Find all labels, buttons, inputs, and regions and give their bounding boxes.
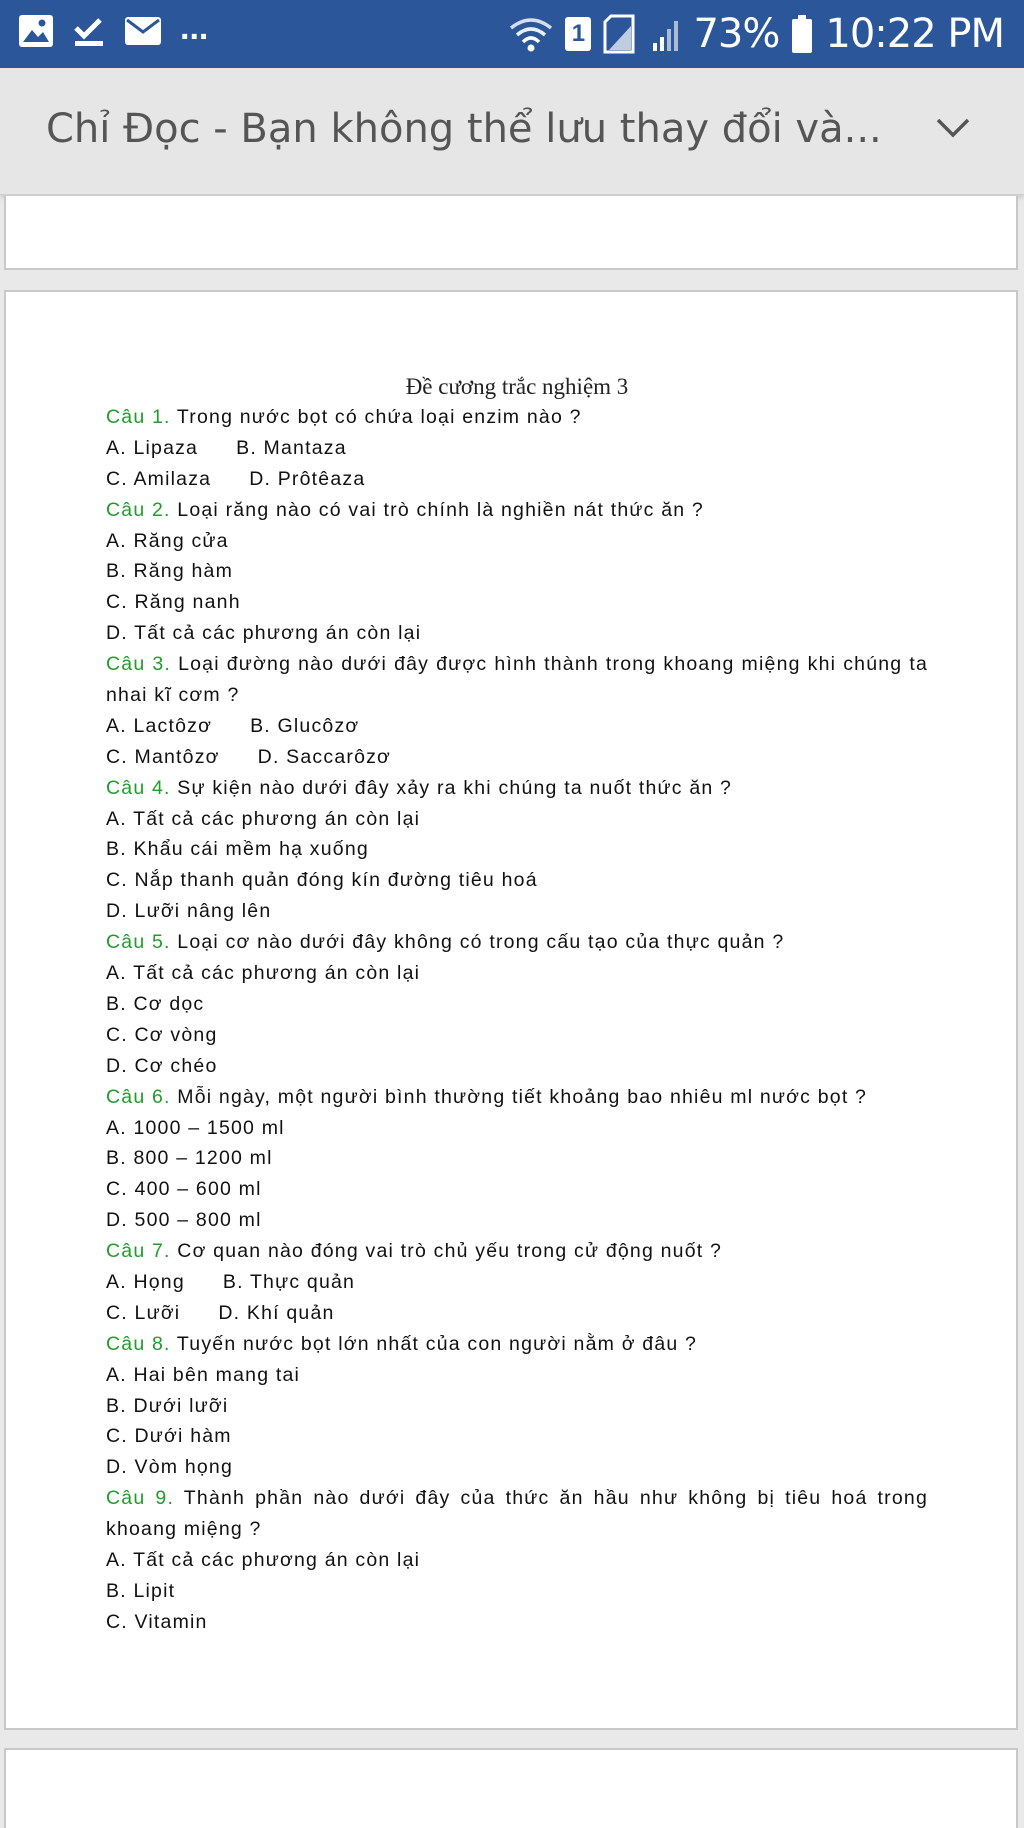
signal-icon	[651, 17, 681, 51]
previous-page	[4, 196, 1018, 270]
answer-option: B. Thực quản	[222, 1270, 356, 1293]
question-label: Câu 1.	[106, 406, 171, 428]
answer-option: B. Lipit	[106, 1579, 176, 1602]
read-only-banner-text: Chỉ Đọc - Bạn không thể lưu thay đổi và...	[46, 106, 882, 152]
question-text: Loại cơ nào dưới đây không có trong cấu tạo của thực quản ?	[177, 931, 785, 954]
question-label: Câu 9.	[106, 1487, 175, 1510]
answer-option: A. 1000 – 1500 ml	[106, 1116, 285, 1139]
option-row	[106, 1298, 928, 1329]
answer-option: A. Họng	[106, 1270, 185, 1293]
answer-option: C. Mantôzơ	[106, 745, 220, 768]
answer-option: C. 400 – 600 ml	[106, 1178, 262, 1201]
answer-option: B. Dưới lưỡi	[106, 1394, 229, 1417]
answer-option: A. Hai bên mang tai	[106, 1363, 301, 1386]
question-3	[106, 649, 928, 711]
answer-option: C. Nắp thanh quản đóng kín đường tiêu hoá	[106, 869, 538, 892]
question-8	[106, 1329, 928, 1360]
answer-option: A. Lipaza	[106, 436, 199, 459]
answer-option: C. Dưới hàm	[106, 1425, 232, 1448]
option-row	[106, 433, 928, 464]
question-2	[106, 495, 928, 526]
answer-option: D. 500 – 800 ml	[106, 1209, 262, 1232]
question-text: Tuyến nước bọt lớn nhất của con người nằm ở đâu ?	[176, 1332, 698, 1355]
answer-option: A. Lactôzơ	[106, 714, 213, 737]
answer-option: D. Khí quản	[218, 1301, 335, 1324]
battery-percent: 73%	[693, 11, 780, 57]
question-text: Cơ quan nào đóng vai trò chủ yếu trong cử động nuốt ?	[177, 1240, 723, 1263]
answer-option: D. Saccarôzơ	[257, 745, 392, 768]
next-page	[4, 1748, 1018, 1828]
gallery-icon	[18, 14, 54, 48]
question-text: Sự kiện nào dưới đây xảy ra khi chúng ta nuốt thức ăn ?	[177, 776, 733, 799]
question-label: Câu 5.	[106, 931, 171, 954]
answer-option: C. Cơ vòng	[106, 1023, 218, 1046]
answer-option: B. Khẩu cái mềm hạ xuống	[106, 838, 369, 861]
answer-option: C. Amilaza	[106, 467, 212, 490]
question-label: Câu 4.	[106, 776, 171, 799]
document-page	[4, 290, 1018, 1730]
question-label: Câu 2.	[106, 498, 171, 521]
question-4	[106, 773, 928, 804]
question-text: Loại răng nào có vai trò chính là nghiền nát thức ăn ?	[177, 498, 704, 521]
question-5	[106, 927, 928, 958]
answer-option: B. 800 – 1200 ml	[106, 1147, 273, 1170]
system-status-icons	[509, 0, 1004, 68]
answer-option: A. Tất cả các phương án còn lại	[106, 807, 421, 830]
answer-option: B. Mantaza	[236, 436, 347, 459]
question-text: Mỗi ngày, một người bình thường tiết khoảng bao nhiêu ml nước bọt ?	[177, 1085, 868, 1108]
task-done-icon	[72, 14, 106, 48]
answer-option: D. Prôtêaza	[249, 467, 366, 490]
notification-icons	[18, 8, 209, 48]
answer-option: C. Vitamin	[106, 1610, 208, 1633]
answer-option: B. Cơ dọc	[106, 992, 205, 1015]
sim-badge: 1	[565, 17, 591, 51]
answer-option: C. Lưỡi	[106, 1301, 181, 1324]
question-label: Câu 7.	[106, 1240, 171, 1263]
answer-option: A. Răng cửa	[106, 529, 229, 552]
option-row	[106, 742, 928, 773]
question-label: Câu 3.	[106, 653, 172, 676]
sim-icon	[603, 14, 639, 54]
answer-option: B. Răng hàm	[106, 560, 234, 583]
question-text: Loại đường nào dưới đây được hình thành trong khoang miệng khi chúng ta nhai kĩ cơm ?	[106, 653, 929, 707]
document-body	[106, 372, 928, 1638]
mail-icon	[124, 15, 162, 47]
answer-option: A. Tất cả các phương án còn lại	[106, 1548, 421, 1571]
option-row	[106, 464, 928, 495]
question-label: Câu 8.	[106, 1332, 171, 1355]
status-bar	[0, 0, 1024, 68]
question-6	[106, 1082, 928, 1113]
question-9	[106, 1483, 928, 1545]
answer-option: D. Cơ chéo	[106, 1054, 218, 1077]
more-notifications-indicator: ...	[180, 8, 209, 47]
answer-option: B. Glucôzơ	[250, 714, 360, 737]
option-row	[106, 711, 928, 742]
clock: 10:22 PM	[825, 11, 1004, 57]
question-1	[106, 402, 928, 433]
wifi-icon	[509, 16, 553, 52]
question-text: Trong nước bọt có chứa loại enzim nào ?	[176, 406, 582, 428]
option-row	[106, 1267, 928, 1298]
question-label: Câu 6.	[106, 1085, 171, 1108]
chevron-down-icon[interactable]	[934, 114, 972, 142]
answer-option: D. Vòm họng	[106, 1456, 234, 1479]
question-7	[106, 1236, 928, 1267]
read-only-title-bar[interactable]	[0, 68, 1024, 195]
answer-option: C. Răng nanh	[106, 591, 241, 614]
answer-option: D. Tất cả các phương án còn lại	[106, 622, 422, 645]
document-heading: Đề cương trắc nghiệm 3	[405, 374, 629, 399]
answer-option: A. Tất cả các phương án còn lại	[106, 962, 421, 985]
answer-option: D. Lưỡi nâng lên	[106, 900, 272, 923]
question-text: Thành phần nào dưới đây của thức ăn hầu như không bị tiêu hoá trong khoang miệng ?	[106, 1487, 928, 1541]
battery-icon	[791, 14, 813, 54]
